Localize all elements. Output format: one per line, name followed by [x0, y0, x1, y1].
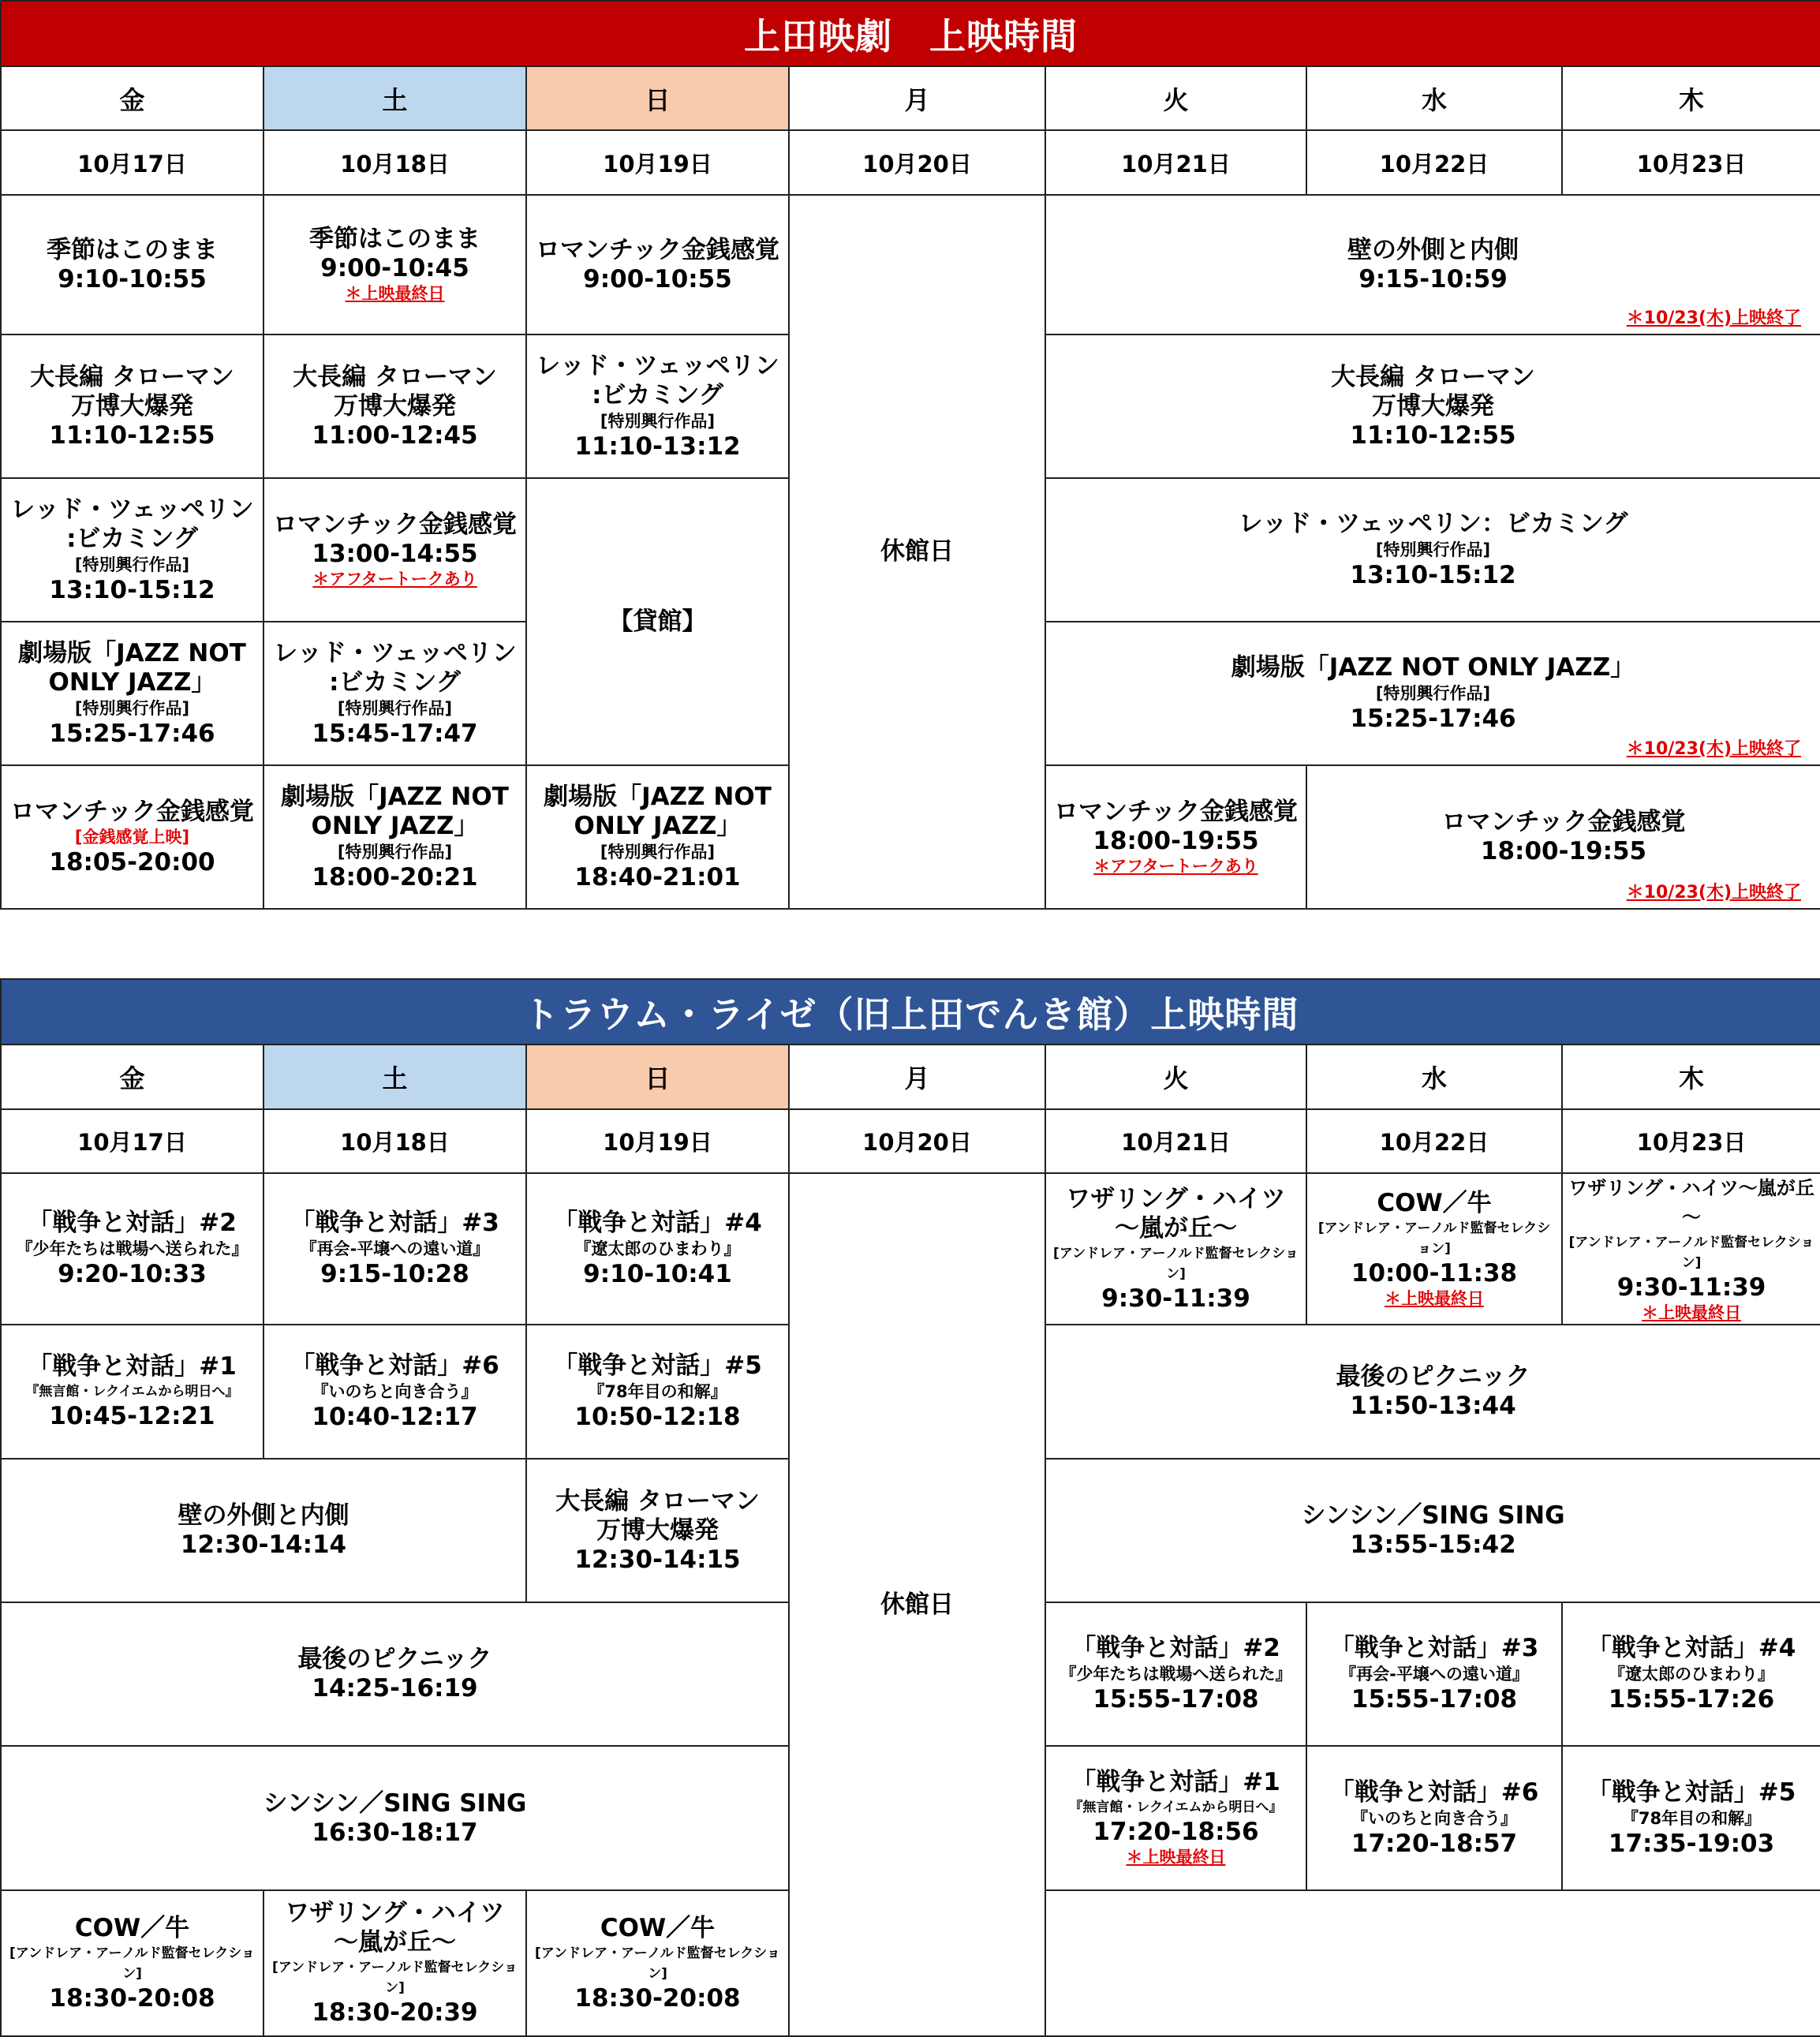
movie-title: 大長編 タローマン [555, 1486, 760, 1516]
theater-schedule-table [0, 978, 1820, 2037]
movie-subtitle: 『78年目の和解』 [588, 1382, 727, 1401]
special-label: [特別興行作品] [337, 698, 453, 718]
screening-cell [1, 1746, 789, 1890]
movie-title: シンシン／SING SING [263, 1788, 527, 1818]
showtime: 18:00-19:55 [1093, 826, 1259, 855]
date-sat: 10月18日 [263, 130, 526, 195]
screening-cell [263, 622, 526, 765]
movie-subtitle: 『いのちと向き合う』 [1351, 1808, 1517, 1828]
movie-title: COW／牛 [74, 1913, 190, 1942]
showtime: 18:40-21:01 [574, 862, 741, 891]
movie-title: 「戦争と対話」#5 [553, 1351, 762, 1380]
after-talk-note: ＊アフタートークあり [1093, 856, 1258, 876]
screening-cell [526, 335, 789, 478]
movie-title-line2: ～嵐が丘～ [1115, 1213, 1237, 1243]
screening-cell [1, 195, 263, 335]
showtime: 16:30-18:17 [312, 1818, 478, 1847]
date-fri: 10月17日 [1, 130, 263, 195]
showtime: 17:35-19:03 [1608, 1829, 1775, 1858]
movie-title: 最後のピクニック [297, 1645, 492, 1673]
special-label: [特別興行作品] [74, 555, 190, 574]
day-sun: 日 [526, 66, 789, 130]
screening-cell [1045, 1325, 1820, 1459]
movie-title-line2: :ビカミング [66, 524, 198, 553]
screening-cell [526, 1325, 789, 1459]
showtime: 12:30-14:14 [180, 1531, 347, 1559]
movie-title: ワザリング・ハイツ [1066, 1184, 1286, 1213]
date-wed: 10月22日 [1306, 1109, 1562, 1173]
date-tue: 10月21日 [1045, 130, 1306, 195]
movie-title: レッド・ツェッペリン：ビカミング [1238, 510, 1628, 538]
showtime: 11:00-12:45 [312, 420, 478, 450]
day-sun: 日 [526, 1045, 789, 1109]
showtime: 13:00-14:55 [312, 539, 478, 568]
last-day-note: ＊上映最終日 [345, 284, 445, 303]
day-sat: 土 [263, 66, 526, 130]
screening-cell [1, 622, 263, 765]
selection-label: [アンドレア・アーノルド監督セレクション] [1568, 1235, 1814, 1271]
movie-title: ロマンチック金銭感覚 [272, 510, 518, 539]
movie-title-line2: ～嵐が丘～ [334, 1928, 456, 1957]
movie-title: 劇場版「JAZZ NOT [281, 782, 509, 811]
screening-cell [1045, 478, 1820, 622]
movie-title: 「戦争と対話」#1 [1071, 1768, 1280, 1796]
movie-title-line2: 万博大爆発 [334, 391, 456, 420]
screening-cell [1306, 765, 1820, 909]
showtime: 9:30-11:39 [1616, 1273, 1766, 1302]
screening-cell [1, 1890, 263, 2036]
movie-title: レッド・ツェッペリン [536, 351, 779, 380]
movie-title: ワザリング・ハイツ～嵐が丘～ [1568, 1177, 1814, 1228]
movie-title-line2: :ビカミング [592, 380, 723, 409]
after-talk-note: ＊アフタートークあり [312, 569, 477, 589]
date-sun: 10月19日 [526, 130, 789, 195]
screening-cell [1, 1602, 789, 1746]
screening-cell [1, 765, 263, 909]
screening-cell [1306, 1746, 1562, 1890]
special-label: [特別興行作品] [600, 411, 716, 431]
movie-subtitle: 『再会-平壌への遠い道』 [300, 1239, 490, 1258]
showtime: 13:55-15:42 [1350, 1531, 1516, 1559]
showtime: 18:00-19:55 [1480, 837, 1647, 865]
date-thu: 10月23日 [1562, 130, 1820, 195]
screening-cell [263, 765, 526, 909]
showtime: 10:00-11:38 [1351, 1258, 1518, 1288]
showtime: 9:00-10:55 [583, 264, 732, 293]
movie-title-line2: ONLY JAZZ」 [311, 811, 479, 840]
movie-title: 「戦争と対話」#1 [28, 1352, 237, 1381]
movie-title: ロマンチック金銭感覚 [9, 797, 255, 826]
special-label: [特別興行作品] [600, 842, 716, 862]
special-label: [特別興行作品] [337, 842, 453, 862]
movie-title: 劇場版「JAZZ NOT [18, 638, 246, 667]
closed-day-cell [789, 1173, 1045, 2036]
screening-cell [263, 335, 526, 478]
movie-title-line2: 万博大爆発 [71, 391, 193, 420]
last-day-note: ＊上映最終日 [1126, 1848, 1226, 1867]
movie-title-line2: ONLY JAZZ」 [574, 811, 742, 840]
date-wed: 10月22日 [1306, 130, 1562, 195]
movie-title: 季節はこのまま [309, 225, 480, 253]
showtime: 14:25-16:19 [312, 1674, 478, 1702]
empty-cell [1045, 1890, 1820, 2036]
screening-cell [526, 1890, 789, 2036]
movie-title: ワザリング・ハイツ [285, 1899, 505, 1927]
movie-title-line2: 万博大爆発 [1372, 391, 1495, 420]
movie-title: 大長編 タローマン [30, 362, 234, 391]
showtime: 10:45-12:21 [49, 1402, 215, 1430]
special-label: [特別興行作品] [1375, 684, 1491, 703]
date-sun: 10月19日 [526, 1109, 789, 1173]
movie-title: レッド・ツェッペリン [273, 638, 517, 667]
movie-subtitle: 『78年目の和解』 [1621, 1808, 1762, 1828]
showtime: 11:10-13:12 [574, 432, 741, 461]
showtime: 9:10-10:55 [58, 264, 207, 293]
movie-title: COW／牛 [1377, 1188, 1492, 1217]
closed-label: 休館日 [880, 1590, 954, 1619]
movie-subtitle: 『少年たちは戦場へ送られた』 [1059, 1665, 1292, 1684]
screening-cell [263, 1890, 526, 2036]
showtime: 10:50-12:18 [574, 1403, 741, 1431]
date-thu: 10月23日 [1562, 1109, 1820, 1173]
showtime: 9:20-10:33 [58, 1260, 207, 1288]
end-note: ＊10/23(木)上映終了 [1626, 739, 1802, 759]
closed-label: 休館日 [880, 537, 954, 566]
showtime: 18:05-20:00 [49, 847, 215, 876]
movie-title: 「戦争と対話」#2 [28, 1209, 237, 1237]
movie-title: 「戦争と対話」#3 [1329, 1634, 1539, 1662]
movie-title: 大長編 タローマン [293, 362, 497, 391]
day-fri: 金 [1, 1045, 263, 1109]
movie-subtitle: 『再会-平壌への遠い道』 [1340, 1665, 1529, 1684]
date-tue: 10月21日 [1045, 1109, 1306, 1173]
showtime: 15:55-17:08 [1093, 1685, 1259, 1714]
day-tue: 火 [1045, 1045, 1306, 1109]
showtime: 9:15-10:59 [1358, 264, 1508, 293]
day-mon: 月 [789, 66, 1045, 130]
end-note: ＊10/23(木)上映終了 [1626, 883, 1802, 903]
showtime: 13:10-15:12 [1350, 561, 1516, 589]
screening-cell [526, 195, 789, 335]
last-day-note: ＊上映最終日 [1642, 1303, 1742, 1322]
movie-title-line2: ONLY JAZZ」 [48, 667, 216, 697]
movie-subtitle: 『いのちと向き合う』 [312, 1382, 478, 1401]
movie-title: レッド・ツェッペリン [10, 495, 254, 524]
screening-cell [263, 1173, 526, 1325]
screening-cell [1045, 765, 1306, 909]
movie-subtitle: 『無言館・レクイエムから明日へ』 [25, 1384, 239, 1400]
screening-cell [1045, 622, 1820, 765]
showtime: 18:30-20:08 [574, 1983, 741, 2013]
movie-subtitle: 『少年たちは戦場へ送られた』 [16, 1239, 249, 1258]
movie-title: 「戦争と対話」#6 [290, 1351, 499, 1380]
schedule-title: トラウム・ライゼ（旧上田でんき館）上映時間 [1, 979, 1820, 1045]
movie-title: 「戦争と対話」#3 [290, 1209, 499, 1237]
closed-day-cell [789, 195, 1045, 909]
screening-cell [1045, 1459, 1820, 1602]
movie-title: 季節はこのまま [47, 235, 218, 264]
day-wed: 水 [1306, 66, 1562, 130]
showtime: 12:30-14:15 [574, 1545, 741, 1574]
screening-cell [526, 1459, 789, 1602]
showtime: 11:50-13:44 [1350, 1392, 1516, 1420]
movie-title: 大長編 タローマン [1331, 362, 1535, 391]
day-mon: 月 [789, 1045, 1045, 1109]
showtime: 13:10-15:12 [49, 575, 215, 604]
day-thu: 木 [1562, 1045, 1820, 1109]
movie-title-line2: 万博大爆発 [596, 1516, 719, 1545]
screening-cell [1045, 1173, 1306, 1325]
screening-cell [263, 478, 526, 622]
screening-cell [1045, 1602, 1306, 1746]
movie-title: 壁の外側と内側 [1347, 235, 1519, 264]
showtime: 15:25-17:46 [49, 719, 215, 748]
selection-label: [アンドレア・アーノルド監督セレクション] [1053, 1245, 1299, 1282]
screening-cell [526, 765, 789, 909]
schedule-title: 上田映劇 上映時間 [1, 1, 1820, 66]
screening-cell [1, 1459, 526, 1602]
movie-title: 劇場版「JAZZ NOT ONLY JAZZ」 [1231, 653, 1635, 682]
selection-label: [アンドレア・アーノルド監督セレクション] [272, 1960, 518, 1996]
movie-title: シンシン／SING SING [1301, 1501, 1565, 1530]
day-sat: 土 [263, 1045, 526, 1109]
date-fri: 10月17日 [1, 1109, 263, 1173]
date-mon: 10月20日 [789, 1109, 1045, 1173]
day-thu: 木 [1562, 66, 1820, 130]
movie-title: ロマンチック金銭感覚 [1053, 797, 1299, 826]
movie-title: 劇場版「JAZZ NOT [544, 782, 772, 811]
day-fri: 金 [1, 66, 263, 130]
showtime: 9:10-10:41 [583, 1260, 732, 1288]
screening-cell [1562, 1173, 1820, 1325]
last-day-note: ＊上映最終日 [1385, 1288, 1484, 1308]
screening-cell [1, 335, 263, 478]
showtime: 17:20-18:57 [1351, 1829, 1518, 1858]
selection-label: [アンドレア・アーノルド監督セレクション] [9, 1945, 255, 1982]
showtime: 11:10-12:55 [49, 420, 215, 450]
movie-title: 「戦争と対話」#4 [1586, 1634, 1796, 1662]
screening-cell [1045, 195, 1820, 335]
showtime: 18:30-20:08 [49, 1983, 215, 2013]
movie-title-line2: :ビカミング [329, 667, 461, 697]
showtime: 18:30-20:39 [312, 1998, 478, 2027]
showtime: 17:20-18:56 [1093, 1818, 1259, 1846]
movie-title: COW／牛 [600, 1913, 716, 1942]
rental-cell [526, 478, 789, 765]
screening-cell [1045, 1746, 1306, 1890]
screening-note: [金銭感覚上映] [74, 827, 190, 847]
movie-title: 壁の外側と内側 [178, 1501, 349, 1530]
movie-subtitle: 『遼太郎のひまわり』 [1609, 1665, 1775, 1684]
screening-cell [1, 478, 263, 622]
showtime: 15:55-17:26 [1608, 1685, 1775, 1714]
selection-label: [アンドレア・アーノルド監督セレクション] [535, 1945, 780, 1982]
movie-title: ロマンチック金銭感覚 [1441, 808, 1686, 836]
showtime: 15:25-17:46 [1350, 705, 1516, 733]
special-label: [特別興行作品] [1375, 540, 1491, 559]
screening-cell [1045, 335, 1820, 478]
day-tue: 火 [1045, 66, 1306, 130]
movie-subtitle: 『遼太郎のひまわり』 [574, 1239, 741, 1258]
showtime: 18:00-20:21 [312, 862, 478, 891]
showtime: 9:00-10:45 [320, 254, 469, 282]
screening-cell [1562, 1746, 1820, 1890]
screening-cell [263, 195, 526, 335]
showtime: 9:30-11:39 [1101, 1284, 1250, 1313]
screening-cell [1, 1325, 263, 1459]
showtime: 15:55-17:08 [1351, 1685, 1518, 1714]
day-wed: 水 [1306, 1045, 1562, 1109]
movie-title: 「戦争と対話」#2 [1071, 1634, 1280, 1662]
movie-title: 「戦争と対話」#4 [553, 1209, 762, 1237]
showtime: 9:15-10:28 [320, 1260, 469, 1288]
movie-title: 「戦争と対話」#5 [1586, 1777, 1796, 1807]
showtime: 15:45-17:47 [312, 719, 478, 748]
rental-label: 【貸館】 [608, 607, 707, 636]
end-note: ＊10/23(木)上映終了 [1626, 308, 1802, 328]
movie-title: 「戦争と対話」#6 [1329, 1777, 1539, 1807]
screening-cell [1306, 1602, 1562, 1746]
movie-subtitle: 『無言館・レクイエムから明日へ』 [1069, 1800, 1283, 1815]
selection-label: [アンドレア・アーノルド監督セレクション] [1317, 1220, 1551, 1257]
screening-cell [1562, 1602, 1820, 1746]
theater-schedule-table [0, 0, 1820, 910]
special-label: [特別興行作品] [74, 698, 190, 718]
screening-cell [1306, 1173, 1562, 1325]
screening-cell [1, 1173, 263, 1325]
showtime: 11:10-12:55 [1350, 420, 1516, 450]
movie-title: ロマンチック金銭感覚 [535, 235, 780, 264]
date-sat: 10月18日 [263, 1109, 526, 1173]
showtime: 10:40-12:17 [312, 1403, 478, 1431]
movie-title: 最後のピクニック [1336, 1362, 1530, 1391]
date-mon: 10月20日 [789, 130, 1045, 195]
screening-cell [526, 1173, 789, 1325]
screening-cell [263, 1325, 526, 1459]
